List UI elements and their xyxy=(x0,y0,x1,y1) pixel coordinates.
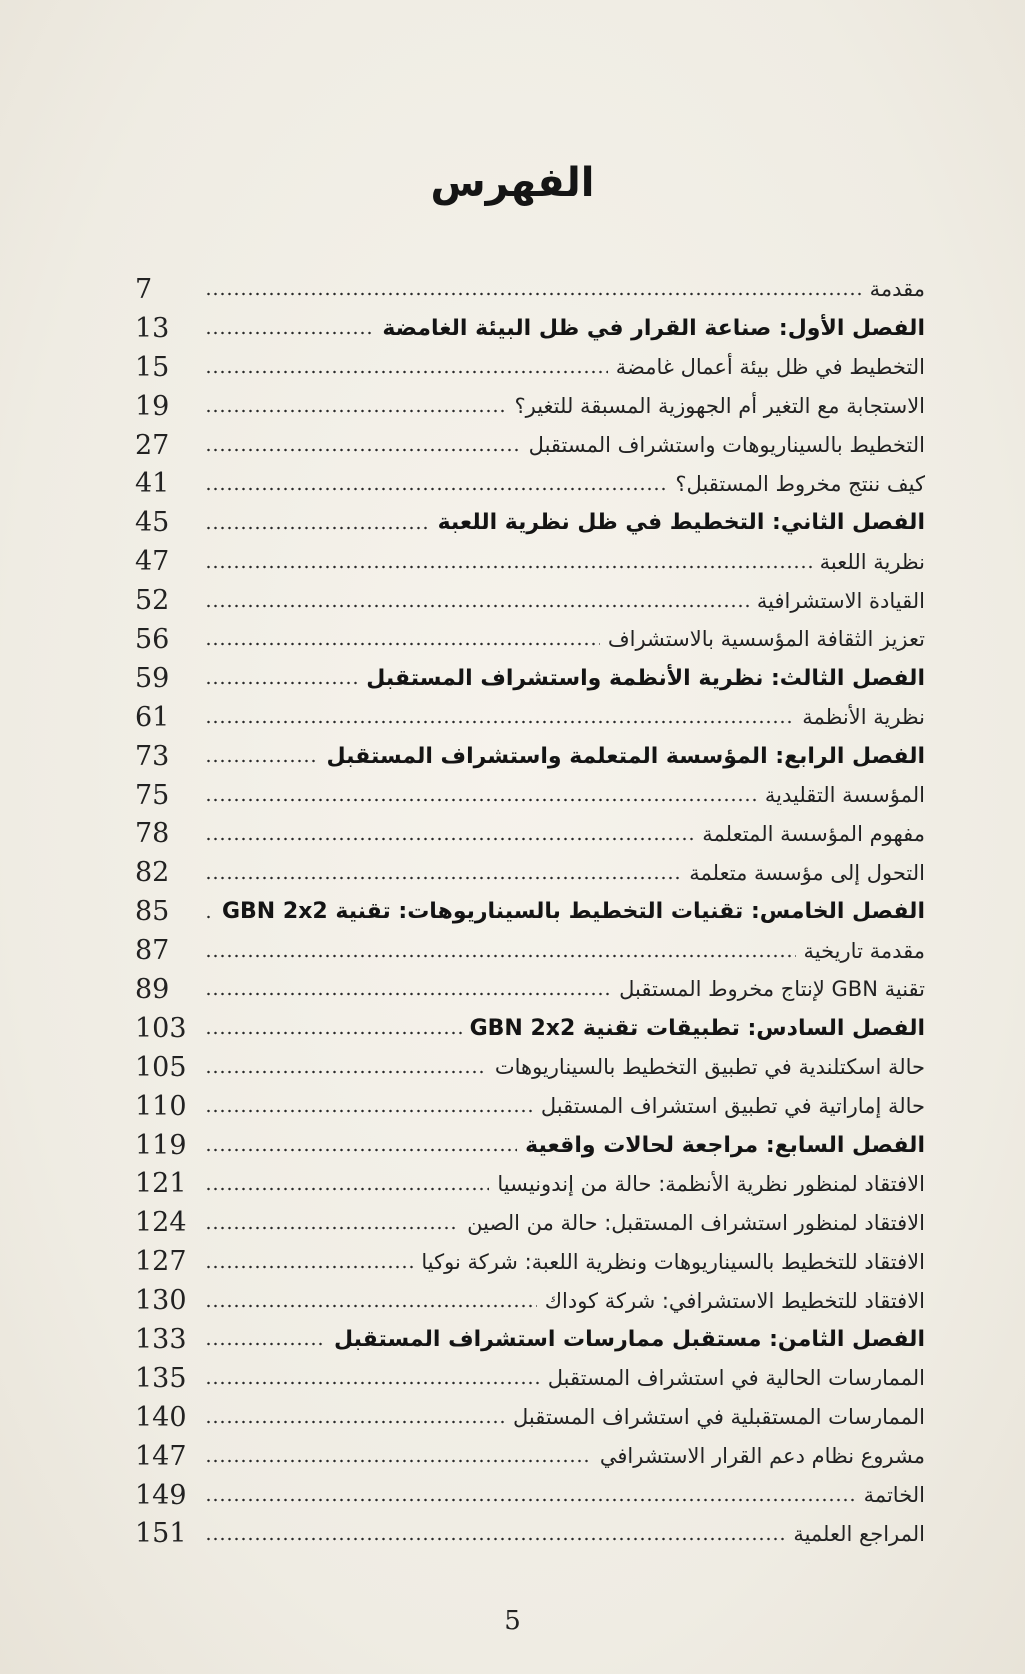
entry-page-number: 103 xyxy=(135,1012,187,1044)
entry-page-number: 7 xyxy=(135,273,153,305)
entry-title: الفصل الخامس: تقنيات التخطيط بالسيناريوهات: تقنية GBN 2x2 xyxy=(221,899,925,925)
entry-title: المراجع العلمية xyxy=(793,1521,925,1546)
dot-leader xyxy=(205,1302,537,1310)
dot-leader xyxy=(205,446,521,454)
dot-leader xyxy=(205,1263,413,1271)
entry-page-number: 45 xyxy=(135,507,170,539)
dot-leader xyxy=(205,952,796,960)
toc-chapter-entry xyxy=(135,1009,925,1048)
toc-section-entry xyxy=(135,970,925,1009)
entry-page-number: 78 xyxy=(135,818,170,850)
entry-page-number: 56 xyxy=(135,623,170,655)
entry-page-number: 127 xyxy=(135,1246,187,1278)
toc-chapter-entry xyxy=(135,892,925,931)
entry-page-number: 75 xyxy=(135,779,170,811)
toc-title: الفهرس xyxy=(430,160,595,206)
toc-section-entry xyxy=(135,1048,925,1087)
toc-chapter-entry xyxy=(135,737,925,776)
entry-page-number: 82 xyxy=(135,857,170,889)
entry-page-number: 85 xyxy=(135,896,170,928)
dot-leader xyxy=(205,407,506,415)
entry-title: الفصل الثالث: نظرية الأنظمة واستشراف المستقبل xyxy=(366,665,925,691)
toc-section-entry xyxy=(135,1359,925,1398)
dot-leader xyxy=(205,563,812,571)
dot-leader xyxy=(205,679,358,687)
entry-title: مقدمة تاريخية xyxy=(803,938,925,963)
entry-page-number: 47 xyxy=(135,546,170,578)
entry-title: مفهوم المؤسسة المتعلمة xyxy=(702,821,925,846)
dot-leader xyxy=(205,640,600,648)
toc-section-entry xyxy=(135,542,925,581)
entry-title: المؤسسة التقليدية xyxy=(764,783,925,808)
entry-title: الخاتمة xyxy=(863,1483,925,1508)
entry-page-number: 135 xyxy=(135,1362,187,1394)
entry-title: الفصل الرابع: المؤسسة المتعلمة واستشراف المستقبل xyxy=(326,743,925,769)
entry-page-number: 15 xyxy=(135,351,170,383)
toc-section-entry xyxy=(135,853,925,892)
entry-page-number: 124 xyxy=(135,1207,187,1239)
toc-section-entry xyxy=(135,1087,925,1126)
entry-page-number: 27 xyxy=(135,429,170,461)
entry-title: الفصل الثاني: التخطيط في ظل نظرية اللعبة xyxy=(437,510,925,536)
dot-leader xyxy=(205,602,749,610)
table-of-contents xyxy=(135,270,925,1553)
entry-title: الممارسات الحالية في استشراف المستقبل xyxy=(547,1366,925,1391)
toc-section-entry xyxy=(135,1398,925,1437)
entry-title: الافتقاد للتخطيط بالسيناريوهات ونظرية اللعبة: شركة نوكيا xyxy=(421,1249,925,1274)
toc-section-entry xyxy=(135,1242,925,1281)
toc-chapter-entry xyxy=(135,659,925,698)
entry-page-number: 140 xyxy=(135,1401,187,1433)
entry-title: الفصل السادس: تطبيقات تقنية GBN 2x2 xyxy=(469,1015,925,1041)
entry-page-number: 119 xyxy=(135,1129,187,1161)
toc-chapter-entry xyxy=(135,1126,925,1165)
dot-leader xyxy=(205,1418,505,1426)
dot-leader xyxy=(205,1535,785,1543)
dot-leader xyxy=(205,329,374,337)
entry-page-number: 130 xyxy=(135,1285,187,1317)
entry-title: التخطيط بالسيناريوهات واستشراف المستقبل xyxy=(528,433,925,457)
dot-leader xyxy=(205,1029,462,1037)
toc-section-entry xyxy=(135,1203,925,1242)
toc-chapter-entry xyxy=(135,1320,925,1359)
dot-leader xyxy=(205,757,319,765)
dot-leader xyxy=(205,990,611,998)
entry-page-number: 121 xyxy=(135,1168,187,1200)
dot-leader xyxy=(205,368,608,376)
entry-page-number: 149 xyxy=(135,1479,187,1511)
toc-section-entry xyxy=(135,931,925,970)
entry-title: حالة إماراتية في تطبيق استشراف المستقبل xyxy=(540,1094,925,1119)
entry-title: الافتقاد لمنظور نظرية الأنظمة: حالة من إندونيسيا xyxy=(497,1171,925,1196)
dot-leader xyxy=(205,1224,459,1232)
entry-page-number: 110 xyxy=(135,1090,187,1122)
entry-title: الافتقاد لمنظور استشراف المستقبل: حالة من الصين xyxy=(467,1210,925,1235)
toc-section-entry xyxy=(135,1515,925,1554)
entry-title: تعزيز الثقافة المؤسسية بالاستشراف xyxy=(607,627,925,652)
toc-section-entry xyxy=(135,1164,925,1203)
entry-title: الفصل السابع: مراجعة لحالات واقعية xyxy=(525,1132,925,1158)
entry-title: الفصل الثامن: مستقبل ممارسات استشراف المستقبل xyxy=(334,1326,925,1352)
entry-page-number: 59 xyxy=(135,662,170,694)
entry-page-number: 19 xyxy=(135,390,170,422)
dot-leader xyxy=(205,1068,487,1076)
dot-leader xyxy=(205,1457,592,1465)
toc-section-entry xyxy=(135,270,925,309)
dot-leader xyxy=(205,718,794,726)
dot-leader xyxy=(205,290,862,298)
toc-section-entry xyxy=(135,814,925,853)
dot-leader xyxy=(205,1185,489,1193)
dot-leader xyxy=(205,835,694,843)
dot-leader xyxy=(205,1146,517,1154)
entry-title: التخطيط في ظل بيئة أعمال غامضة xyxy=(615,355,925,380)
entry-title: حالة اسكتلندية في تطبيق التخطيط بالسيناريوهات xyxy=(494,1055,925,1080)
entry-title: الممارسات المستقبلية في استشراف المستقبل xyxy=(512,1405,925,1430)
entry-page-number: 89 xyxy=(135,973,170,1005)
entry-page-number: 105 xyxy=(135,1051,187,1083)
dot-leader xyxy=(205,913,214,921)
entry-title: الفصل الأول: صناعة القرار في ظل البيئة الغامضة xyxy=(382,315,925,341)
entry-page-number: 147 xyxy=(135,1440,187,1472)
entry-page-number: 13 xyxy=(135,312,170,344)
entry-title: التحول إلى مؤسسة متعلمة xyxy=(689,860,925,885)
toc-chapter-entry xyxy=(135,503,925,542)
entry-title: كيف ننتج مخروط المستقبل؟ xyxy=(675,471,925,496)
dot-leader xyxy=(205,1496,856,1504)
entry-title: نظرية الأنظمة xyxy=(802,705,925,730)
toc-section-entry xyxy=(135,1437,925,1476)
entry-title: مشروع نظام دعم القرار الاستشرافي xyxy=(599,1444,925,1469)
toc-section-entry xyxy=(135,581,925,620)
toc-section-entry xyxy=(135,387,925,426)
entry-title: القيادة الاستشرافية xyxy=(756,588,925,613)
dot-leader xyxy=(205,485,667,493)
entry-page-number: 41 xyxy=(135,468,170,500)
toc-section-entry xyxy=(135,1281,925,1320)
toc-section-entry xyxy=(135,698,925,737)
dot-leader xyxy=(205,796,757,804)
entry-page-number: 52 xyxy=(135,585,170,617)
entry-page-number: 151 xyxy=(135,1518,187,1550)
page-number: 5 xyxy=(504,1606,521,1636)
entry-title: مقدمة xyxy=(869,277,925,302)
dot-leader xyxy=(205,1340,326,1348)
entry-title: الافتقاد للتخطيط الاستشرافي: شركة كوداك xyxy=(544,1288,925,1313)
toc-section-entry xyxy=(135,426,925,465)
entry-page-number: 133 xyxy=(135,1323,187,1355)
toc-section-entry xyxy=(135,464,925,503)
entry-page-number: 87 xyxy=(135,935,170,967)
entry-title: نظرية اللعبة xyxy=(819,549,925,574)
toc-section-entry xyxy=(135,776,925,815)
dot-leader xyxy=(205,524,430,532)
toc-chapter-entry xyxy=(135,309,925,348)
toc-section-entry xyxy=(135,348,925,387)
dot-leader xyxy=(205,1379,540,1387)
dot-leader xyxy=(205,1107,533,1115)
toc-section-entry xyxy=(135,1476,925,1515)
entry-page-number: 73 xyxy=(135,740,170,772)
entry-title: تقنية GBN لإنتاج مخروط المستقبل xyxy=(619,977,925,1002)
toc-section-entry xyxy=(135,620,925,659)
entry-page-number: 61 xyxy=(135,701,170,733)
entry-title: الاستجابة مع التغير أم الجهوزية المسبقة للتغير؟ xyxy=(514,394,925,419)
dot-leader xyxy=(205,874,681,882)
